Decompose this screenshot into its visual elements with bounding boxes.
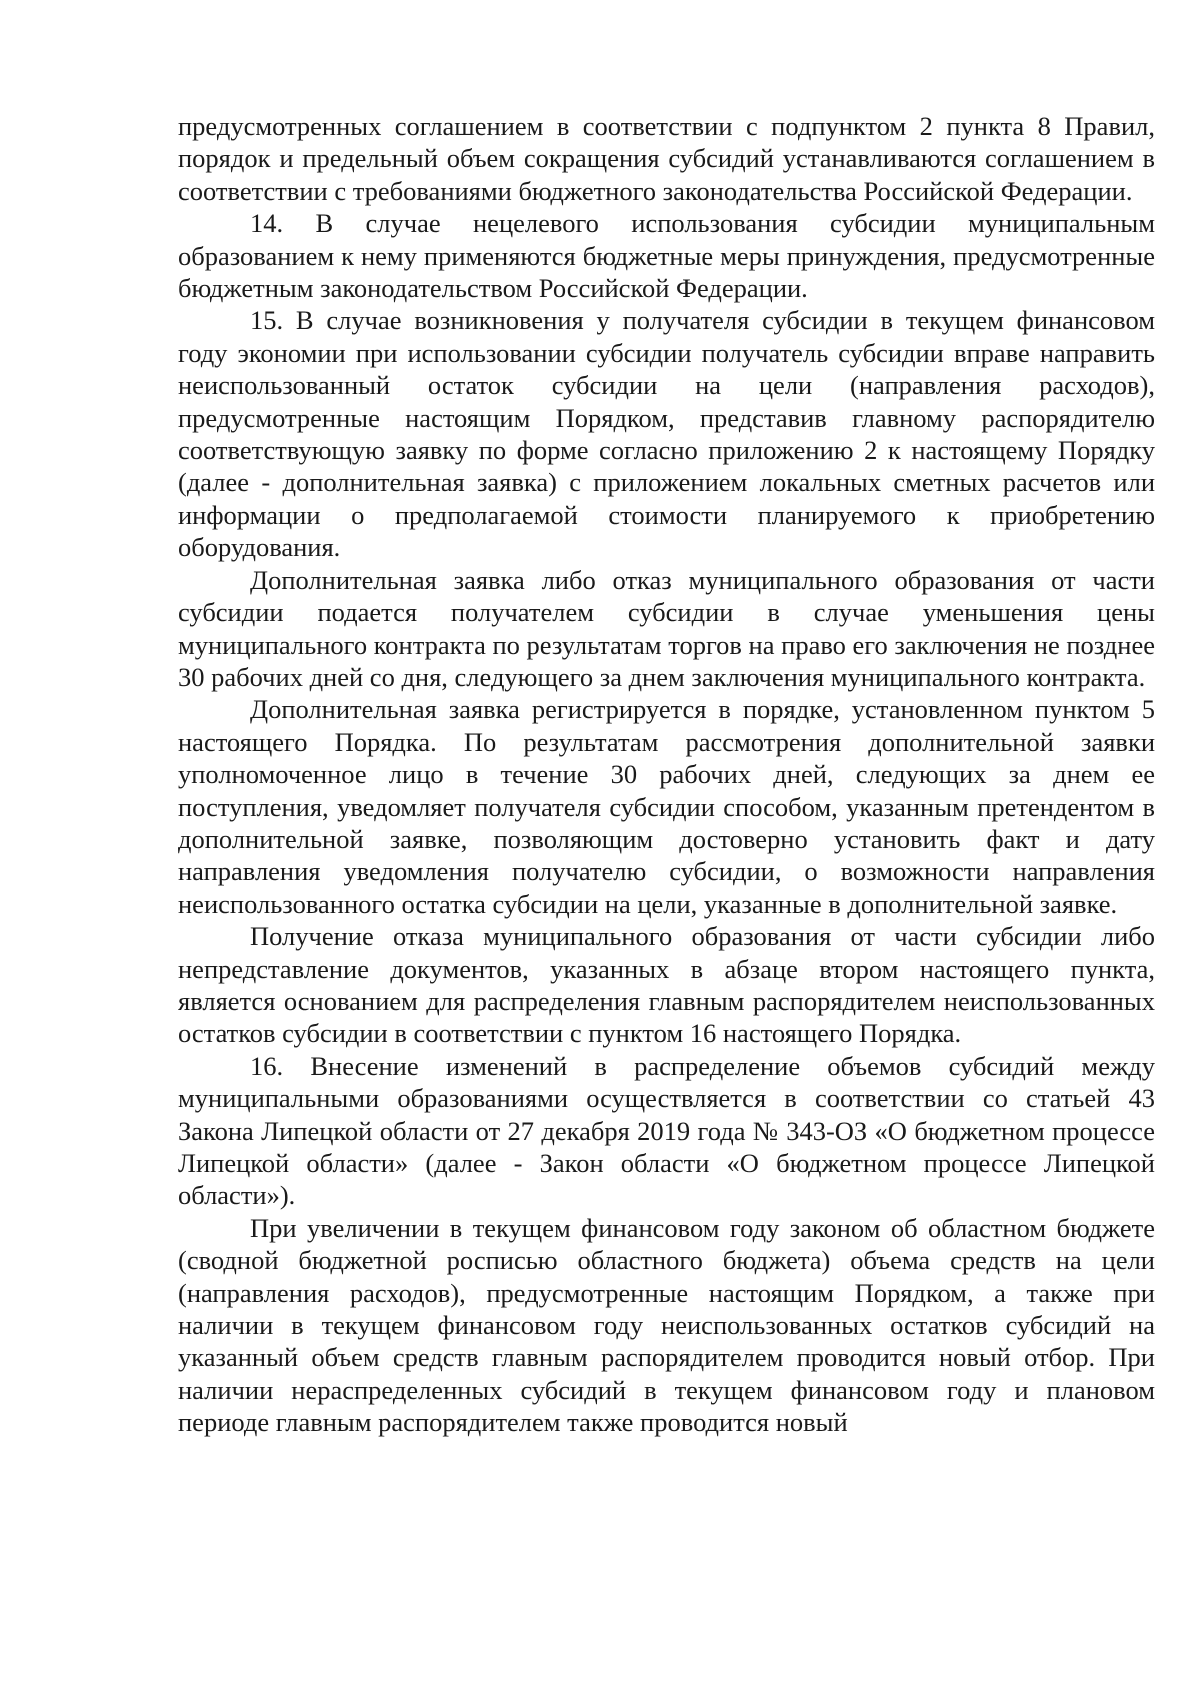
paragraph-budget-increase: При увеличении в текущем финансовом году законом об областном бюджете (сводной бюджетной росписью областного бюджета) объема средств на цели (направления расходов), предусмотренные настоящим Порядком, а также при наличии в текущем финансовом году неиспользованных остатков субсидий на указанный объем средств главным распорядителем проводится новый отбор. При наличии нераспределенных субсидий в текущем финансовом году и плановом периоде главным распорядителем также проводится новый xyxy=(178,1212,1155,1438)
paragraph-request-registration: Дополнительная заявка регистрируется в порядке, установленном пунктом 5 настоящего Порядка. По результатам рассмотрения дополнительной заявки уполномоченное лицо в течение 30 рабочих дней, следующих за днем ее поступления, уведомляет получателя субсидии способом, указанным претендентом в дополнительной заявке, позволяющим достоверно установить факт и дату направления уведомления получателю субсидии, о возможности направления неиспользованного остатка субсидии на цели, указанные в дополнительной заявке. xyxy=(178,694,1155,919)
paragraph-additional-request: Дополнительная заявка либо отказ муниципального образования от части субсидии подается получателем субсидии в случае уменьшения цены муниципального контракта по результатам торгов на право его заключения не позднее 30 рабочих дней со дня, следующего за днем заключения муниципального контракта. xyxy=(178,564,1155,692)
document-body xyxy=(178,110,1155,1439)
paragraph-item-14: 14. В случае нецелевого использования субсидии муниципальным образованием к нему применяются бюджетные меры принуждения, предусмотренные бюджетным законодательством Российской Федерации. xyxy=(178,208,1155,304)
paragraph-refusal: Получение отказа муниципального образования от части субсидии либо непредставление документов, указанных в абзаце втором настоящего пункта, является основанием для распределения главным распорядителем неиспользованных остатков субсидии в соответствии с пунктом 16 настоящего Порядка. xyxy=(178,921,1155,1049)
paragraph-item-16: 16. Внесение изменений в распределение объемов субсидий между муниципальными образованиями осуществляется в соответствии со статьей 43 Закона Липецкой области от 27 декабря 2019 года № 343-ОЗ «О бюджетном процессе Липецкой области» (далее - Закон области «О бюджетном процессе Липецкой области»). xyxy=(178,1050,1155,1211)
paragraph-continuation: предусмотренных соглашением в соответствии с подпунктом 2 пункта 8 Правил, порядок и предельный объем сокращения субсидий устанавливаются соглашением в соответствии с требованиями бюджетного законодательства Российской Федерации. xyxy=(178,111,1155,206)
paragraph-item-15: 15. В случае возникновения у получателя субсидии в текущем финансовом году экономии при использовании субсидии получатель субсидии вправе направить неиспользованный остаток субсидии на цели (направления расходов), предусмотренные настоящим Порядком, представив главному распорядителю соответствующую заявку по форме согласно приложению 2 к настоящему Порядку (далее - дополнительная заявка) с приложением локальных сметных расчетов или информации о предполагаемой стоимости планируемого к приобретению оборудования. xyxy=(178,305,1155,563)
